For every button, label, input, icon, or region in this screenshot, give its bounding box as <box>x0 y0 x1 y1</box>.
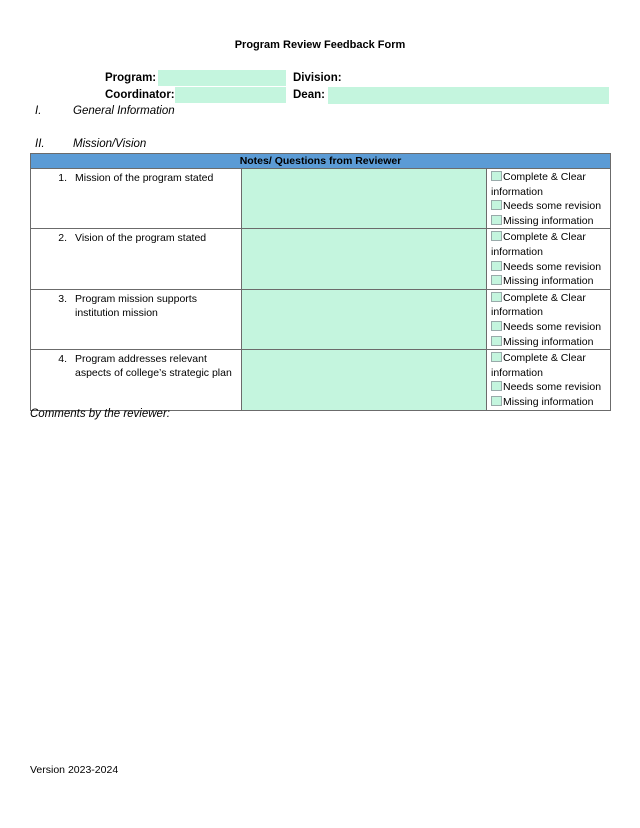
criterion-text: Program addresses relevant aspects of college’s strategic plan <box>75 353 232 380</box>
rating-options <box>487 229 611 289</box>
criterion-text: Program mission supports institution mission <box>75 292 197 319</box>
option-complete-label-cont: information <box>491 245 543 258</box>
option-complete-label-cont: information <box>491 185 543 198</box>
criterion-number: 3. <box>58 292 67 305</box>
checkbox-icon[interactable] <box>491 396 502 406</box>
section-number: II. <box>35 138 45 150</box>
criterion-text: Mission of the program stated <box>75 172 214 184</box>
checkbox-icon[interactable] <box>491 321 502 331</box>
notes-field[interactable] <box>242 169 487 229</box>
table-row <box>31 289 611 349</box>
option-missing[interactable] <box>491 274 610 289</box>
option-missing-label: Missing information <box>503 214 594 227</box>
option-missing[interactable] <box>491 214 610 229</box>
coordinator-label: Coordinator: <box>105 89 175 101</box>
option-missing[interactable] <box>491 395 610 410</box>
checkbox-icon[interactable] <box>491 336 502 346</box>
option-needs-revision[interactable] <box>491 380 610 395</box>
section-title: General Information <box>73 105 175 117</box>
table-header: Notes/ Questions from Reviewer <box>31 154 611 169</box>
rating-options <box>487 350 611 410</box>
checkbox-icon[interactable] <box>491 275 502 285</box>
criterion-text: Vision of the program stated <box>75 232 207 245</box>
option-needs-revision[interactable] <box>491 320 610 335</box>
version-footer: Version 2023-2024 <box>30 764 119 776</box>
option-complete-label-cont: information <box>491 306 543 319</box>
table-row <box>31 350 611 410</box>
checkbox-icon[interactable] <box>491 381 502 391</box>
checkbox-icon[interactable] <box>491 261 502 271</box>
option-missing[interactable] <box>491 335 610 350</box>
program-field[interactable] <box>158 70 286 86</box>
option-complete-label: Complete & Clear <box>503 231 586 244</box>
criterion-number: 2. <box>58 232 67 245</box>
checkbox-icon[interactable] <box>491 231 502 241</box>
rating-options <box>487 289 611 349</box>
option-needs-revision-label: Needs some revision <box>503 381 602 394</box>
section-title: Mission/Vision <box>73 138 147 150</box>
form-title: Program Review Feedback Form <box>234 39 406 51</box>
notes-field[interactable] <box>242 350 487 410</box>
option-complete[interactable] <box>491 351 610 366</box>
division-label: Division: <box>293 72 342 84</box>
option-complete-label-cont: information <box>491 366 543 379</box>
option-missing-label: Missing information <box>503 335 594 348</box>
table-header-row <box>31 154 611 169</box>
option-needs-revision-label: Needs some revision <box>503 260 602 273</box>
checkbox-icon[interactable] <box>491 352 502 362</box>
criterion-cell <box>31 169 242 229</box>
checkbox-icon[interactable] <box>491 171 502 181</box>
coordinator-field[interactable] <box>175 87 286 103</box>
criterion-cell <box>31 229 242 289</box>
dean-label: Dean: <box>293 89 325 101</box>
checkbox-icon[interactable] <box>491 292 502 302</box>
option-needs-revision-label: Needs some revision <box>503 320 602 333</box>
criterion-cell <box>31 289 242 349</box>
notes-field[interactable] <box>242 289 487 349</box>
rating-options <box>487 169 611 229</box>
option-complete-label: Complete & Clear <box>503 352 586 365</box>
table-row <box>31 169 611 229</box>
option-needs-revision[interactable] <box>491 199 610 214</box>
criterion-number: 1. <box>58 172 67 184</box>
option-missing-label: Missing information <box>503 275 594 288</box>
option-complete-label: Complete & Clear <box>503 171 586 183</box>
checkbox-icon[interactable] <box>491 215 502 225</box>
dean-field[interactable] <box>328 87 609 104</box>
checkbox-icon[interactable] <box>491 200 502 210</box>
option-missing-label: Missing information <box>503 395 594 408</box>
review-table <box>30 153 611 411</box>
option-needs-revision[interactable] <box>491 260 610 275</box>
notes-field[interactable] <box>242 229 487 289</box>
criterion-number: 4. <box>58 353 67 366</box>
program-label: Program: <box>105 72 157 84</box>
option-complete-label: Complete & Clear <box>503 291 586 304</box>
option-complete[interactable] <box>491 230 610 245</box>
comments-label: Comments by the reviewer: <box>30 408 170 420</box>
section-number: I. <box>35 105 42 117</box>
option-complete[interactable] <box>491 291 610 306</box>
option-needs-revision-label: Needs some revision <box>503 200 602 213</box>
criterion-cell <box>31 350 242 410</box>
option-complete[interactable] <box>491 170 610 185</box>
table-row <box>31 229 611 289</box>
